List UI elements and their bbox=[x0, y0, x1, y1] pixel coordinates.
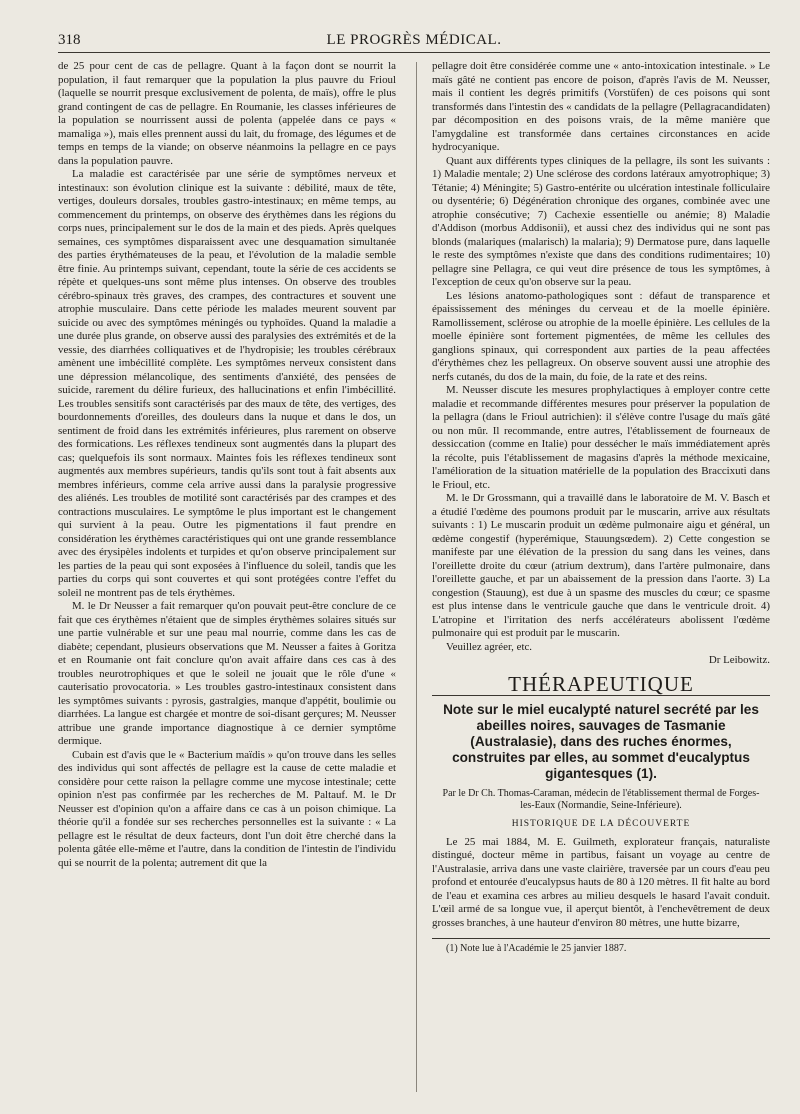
paragraph: Quant aux différents types cliniques de la pellagre, ils sont les suivants : 1) Maladie mentale; 2) Une sclérose des cordons latéraux amyotrophique; 3) Tétanie; 4) Méningite; 5) Gastro-entérite ou ulcération intestinale folliculaire ou dysentérie; 6) Dégénération chronique des organes, combinée avec une atrophie consécutive; 7) Cachexie essentielle ou anémie; 8) Maladie d'Addison (morbus Addisonii), et aussi chez des individus qui ne sont pas blonds (malariques (malarisch) la malaria); 9) Dermatose pure, dans laquelle le reste des symptômes n'existe que dans des conditions rudimentaires; 10) pellagre sine Pellagra, ce qui veut dire présence de tous les symptômes, à l'exception de ceux qu'on observe sur la peau. bbox=[432, 154, 770, 288]
paragraph: pellagre doit être considérée comme une « anto-intoxication intestinale. » Le maïs gâté ne contient pas encore de poison, d'après l'avis de M. Neusser, mais il contient les degrés primitifs (Vorstüfen) de ces poisons qui sont transformés dans l'intestin des « candidats de la pellagre (Pellagracandidaten) par décomposition en des poisons vrais, de la même manière que l'amygdaline est transformée dans certaines circonstances en acide hydrocyanique. bbox=[432, 60, 770, 153]
paragraph: M. le Dr Neusser a fait remarquer qu'on pouvait peut-être conclure de ce fait que ces érythèmes n'étaient que de simples érythèmes solaires situés sur une partie vulnérable et sur une peau mal nourrie, comme dans les cas de diabète; cependant, plusieurs observations que M. Neusser a faites à Goritza et en Roumanie ont fait conclure qu'on avait affaire dans ces cas à des troubles neurotrophiques et que le soleil ne jouait que le rôle d'une « cauterisatio provocatoria. » Les troubles gastro-intestinaux consistent dans les symptômes suivants : pyrosis, gastralgies, manque d'appétit, boulimie ou diarrhées. La langue est chargée et montre de soi-disant gerçures; M. Neusser attribue une grande importance diagnostique à ce dernier symptôme dermique. bbox=[58, 600, 396, 747]
byline: Par le Dr Ch. Thomas-Caraman, médecin de l'établissement thermal de Forges-les-Eaux (Normandie, Seine-Inférieure). bbox=[442, 788, 760, 811]
section-title: THÉRAPEUTIQUE bbox=[432, 678, 770, 697]
paragraph: Le 25 mai 1884, M. E. Guilmeth, explorateur français, naturaliste distingué, docteur même in partibus, faisant un voyage au centre de l'Australasie, arriva dans une vaste clairière, traversée par un cours d'eau peu profond et entourée d'eucalypsus hauts de 80 à 120 mètres. Il fit halte au bord de l'eau et examina ces arbres au milieu desquels le hasard l'avait conduit. L'œil armé de sa longue vue, il aperçut bientôt, à l'enchevêtrement de deux grosses branches, à une hauteur d'environ 80 mètres, une hutte bizarre, bbox=[432, 835, 770, 929]
paragraph: M. le Dr Grossmann, qui a travaillé dans le laboratoire de M. V. Basch et a étudié l'œdème des poumons produit par le muscarin, arrive aux résultats suivants : 1) Le muscarin produit un œdème pulmonaire aigu et général, un œdème congestif (hyperémique, Stauungsœdem). 2) Cette congestion se manifeste par une élévation de la pression du sang dans les veines, dans l'oreillette droite du cœur (atrium dextrum), dans l'artère pulmonaire, dans l'oreillette gauche, et par un abaissement de la pression dans l'aorte. 3) La congestion (Stauung), est due à un spasme des muscles du cœur; ce spasme est plus intense dans le ventricule gauche que dans le ventricule droit. 4) L'atropine et l'irritation des nerfs accélérateurs abolissent l'œdème pulmonaire qui est produit par le muscarin. bbox=[432, 492, 770, 639]
paragraph: Cubain est d'avis que le « Bacterium maïdis » qu'on trouve dans les selles des individus qui sont affectés de pellagre est la cause de cette maladie et considère pour cette raison la pellagre comme une mycose intestinale; cette opinion n'est pas confirmée par les recherches de M. Paltauf. M. le Dr Neusser est d'opinion qu'on a affaire dans ce cas à un poison chimique. La théorie qu'il a fondée sur ses recherches personnelles est la suivante : « La pellagre est le résultat de deux facteurs, dont l'un doit être cherché dans la polenta gâtée elle-même et l'autre, dans la condition de l'intestin de l'individu qui se nourrit de la polenta; autrement dit que la bbox=[58, 748, 396, 869]
footnote: (1) Note lue à l'Académie le 25 janvier 1887. bbox=[446, 943, 627, 954]
page-number: 318 bbox=[58, 32, 81, 48]
right-column bbox=[432, 60, 770, 1090]
left-column bbox=[58, 60, 396, 1090]
article-title: Note sur le miel eucalypté naturel secrété par les abeilles noires, sauvages de Tasmanie (Australasie), dans des ruches énormes, construites par elles, au sommet d'eucalyptus gigantesques (1). bbox=[443, 702, 759, 781]
paragraph: La maladie est caractérisée par une série de symptômes nerveux et intestinaux: son évolution clinique est la suivante : débilité, maux de tête, vertiges, douleurs dorsales, troubles gastro-intestinaux; en même temps, au commencement du printemps, on observe des érythèmes dans les régions du corps nues, principalement sur le dos de la main et des pieds. Après quelques semaines, ces symptômes disparaissent avec une desquamation simultanée des parties érythémateuses de la peau, et l'évolution de la maladie semble être finie. Au printemps suivant, cependant, toute la série de ces accidents se répète et quelques-uns sont même plus intenses. On observe des troubles cérébro-spinaux très graves, des crampes, des contractures et souvent une atrophie musculaire. Dans cette période les malades meurent souvent par suicide ou avec des symptômes méningés ou typhoïdes. Quand la maladie a une durée plus grande, on observe aussi des paralysies des extrémités et de la vessie, des diarrhées colliquatives et de l'hydropisie; les troubles cérébraux amènent une imbécillité complète. Les symptômes nerveux consistent dans une dépression mélancolique, des sentiments d'anxiété, des pensées de suicide, rarement du délire furieux, des hallucinations et enfin l'imbécillité. Les troubles sensitifs sont caractérisés par des maux de tête, des vertiges, des bourdonnements d'oreilles, des douleurs dans la nuque et dans le dos, un sentiment de froid dans les extrémités inférieures, plus rarement on observe des formications. Les réflexes tendineux sont augmentés dans la plupart des cas; quelquefois ils sont normaux. Maintes fois les réflexes tendineux sont augmentés aux membres supérieurs, tandis qu'ils sont tout à fait absents aux membres inférieurs, comme cela arrive aussi dans la paralysie progressive des aliénés. Les troubles de motilité sont caractérisés par des crampes et des contractions musculaires. Le symptôme le plus important est le changement qui survient à la peau. Outre les pigmentations il faut prendre en considération les érythèmes caractéristiques qui ont une grande ressemblance avec des érysipèles indolents et turpides et qu'on observe principalement sur les parties de la peau qui sont exposées à l'influence du soleil, tandis que les parties du corps qui sont couvertes et qui sont protégées contre l'effet du soleil ne montrent pas de tels érythèmes. bbox=[58, 168, 396, 599]
column-divider bbox=[416, 62, 417, 1092]
subheading: HISTORIQUE DE LA DÉCOUVERTE bbox=[511, 819, 691, 829]
paragraph: Les lésions anatomo-pathologiques sont : défaut de transparence et épaississement des méninges du cerveau et de la moelle épinière. Ramollissement, sclérose ou atrophie de la moelle épinière. Les cellules de la moelle épinière sont fortement pigmentées, de même les cellules des ganglions spinaux, qui correspondent aux parties de la peau affectées d'érythèmes chez les pellagreux. On observe souvent aussi une atrophie des nerfs cutanés, du dos de la main, du foie, de la rate et des reins. bbox=[432, 289, 770, 383]
running-title: LE PROGRÈS MÉDICAL. bbox=[326, 32, 502, 48]
paragraph: de 25 pour cent de cas de pellagre. Quant à la façon dont se nourrit la population, il faut remarquer que la population la plus pauvre du Frioul (laquelle se nourrit presque exclusivement de polenta, de maïs), offre le plus grand contingent de cas de pellagre. En Roumanie, les classes inférieures de la population se nourrissent aussi de polenta (appelée dans ce pays « mamaliga »), mais elles prennent aussi du lait, du fromage, des légumes et de temps en temps de la viande; on observe néanmoins la pellagre en ce pays dans la population pauvre. bbox=[58, 60, 396, 167]
page-header bbox=[58, 30, 770, 53]
footnote-rule bbox=[432, 938, 770, 939]
paragraph: M. Neusser discute les mesures prophylactiques à employer contre cette maladie et recommande différentes mesures pour préserver la population de la pellagra (dans le Frioul autrichien): il s'élève contre l'usage du maïs gâté ou non mûr. Il recommande, entre autres, l'établissement de fourneaux de dessiccation (comme en Italie) pour dessécher le maïs immédiatement après la récolte, puis l'établissement de magasins d'après la méthode mexicaine, l'amélioration de la situation matérielle de la population des Braccixuti dans le Frioul, etc. bbox=[432, 384, 770, 491]
closing-line: Veuillez agréer, etc. bbox=[446, 640, 533, 653]
signature: Dr Leibowitz. bbox=[708, 654, 770, 666]
